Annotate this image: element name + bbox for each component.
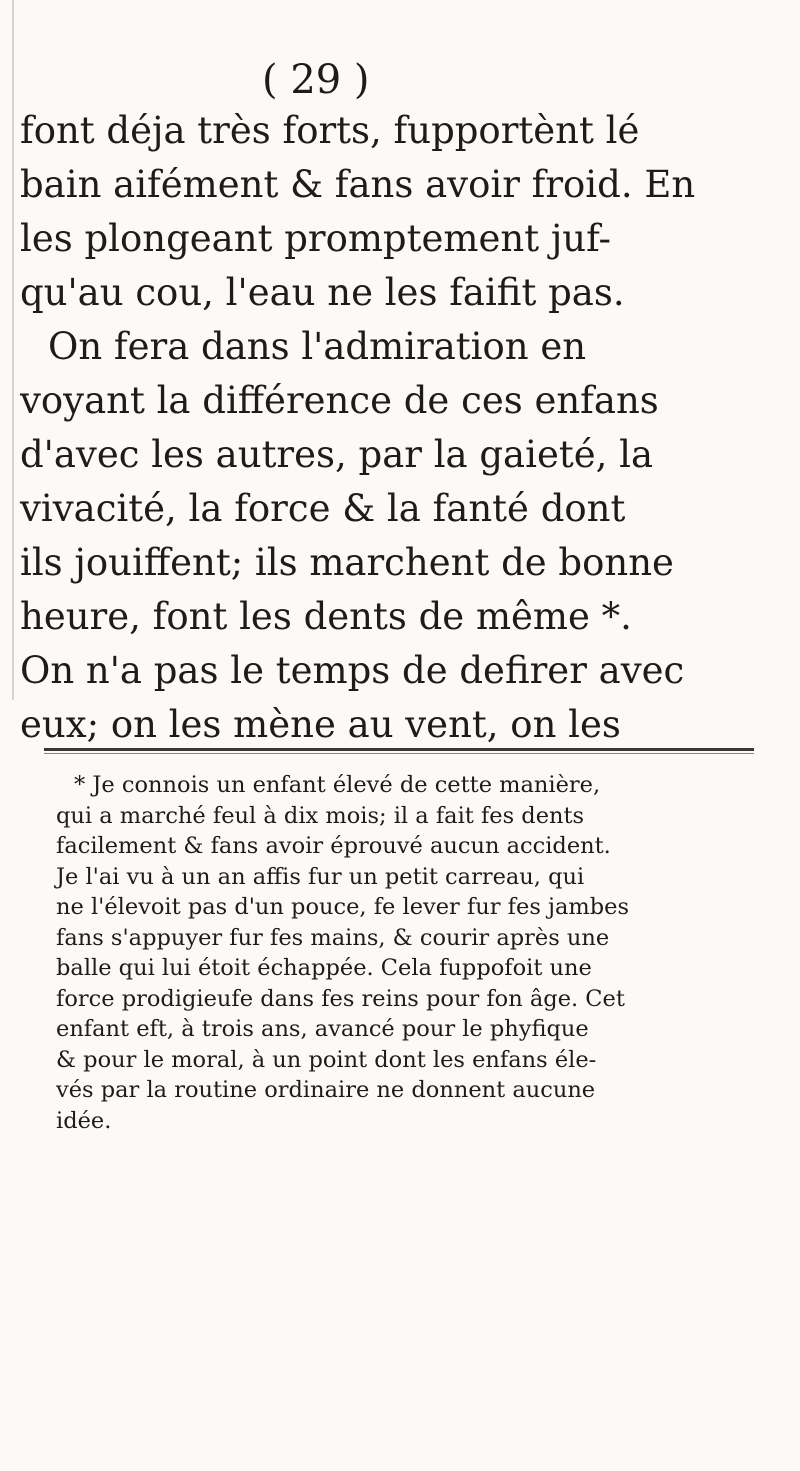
- footnote-line: facilement & fans avoir éprouvé aucun accident.: [56, 833, 611, 859]
- body-line: font déja très forts, fupportènt lé: [20, 109, 640, 152]
- body-line: ils jouiffent; ils marchent de bonne: [20, 541, 674, 584]
- body-line: les plongeant promptement juf-: [20, 217, 612, 260]
- body-line: On n'a pas le temps de defirer avec: [20, 649, 685, 692]
- body-line: heure, font les dents de même *.: [20, 595, 632, 638]
- page-number: ( 29 ): [262, 57, 370, 103]
- footnote-line: fans s'appuyer fur fes mains, & courir après une: [56, 924, 610, 951]
- footnote-separator-underline: [44, 753, 754, 754]
- footnote-line: force prodigieufe dans fes reins pour fon âge. Cet: [56, 985, 625, 1012]
- footnote-line: ne l'élevoit pas d'un pouce, fe lever fur fes jambes: [56, 894, 630, 920]
- main-text-block: [20, 104, 780, 752]
- footnote-line: & pour le moral, à un point dont les enfans éle-: [56, 1046, 597, 1073]
- footnote-line: vés par la routine ordinaire ne donnent aucune: [56, 1077, 596, 1103]
- body-line: eux; on les mène au vent, on les: [20, 703, 621, 746]
- footnote-line: balle qui lui étoit échappée. Cela fuppofoit une: [56, 955, 592, 981]
- body-line: On fera dans l'admiration en: [48, 325, 587, 368]
- footnote-line: idée.: [56, 1107, 112, 1134]
- footnote-line: Je l'ai vu à un an affis fur un petit carreau, qui: [56, 863, 585, 890]
- body-line: bain aifément & fans avoir froid. En: [20, 163, 696, 206]
- footnote-line: * Je connois un enfant élevé de cette manière,: [74, 772, 601, 798]
- footnote-line: enfant eft, à trois ans, avancé pour le phyfique: [56, 1016, 589, 1042]
- body-line: d'avec les autres, par la gaieté, la: [20, 433, 654, 476]
- body-line: vivacité, la force & la fanté dont: [20, 487, 626, 530]
- body-line: voyant la différence de ces enfans: [20, 379, 659, 422]
- footnote-separator: [44, 748, 754, 751]
- page-binding-edge: [12, 0, 14, 700]
- body-line: qu'au cou, l'eau ne les faifit pas.: [20, 271, 625, 314]
- footnote-line: qui a marché feul à dix mois; il a fait fes dents: [56, 802, 585, 829]
- footnote-block: [56, 770, 776, 1136]
